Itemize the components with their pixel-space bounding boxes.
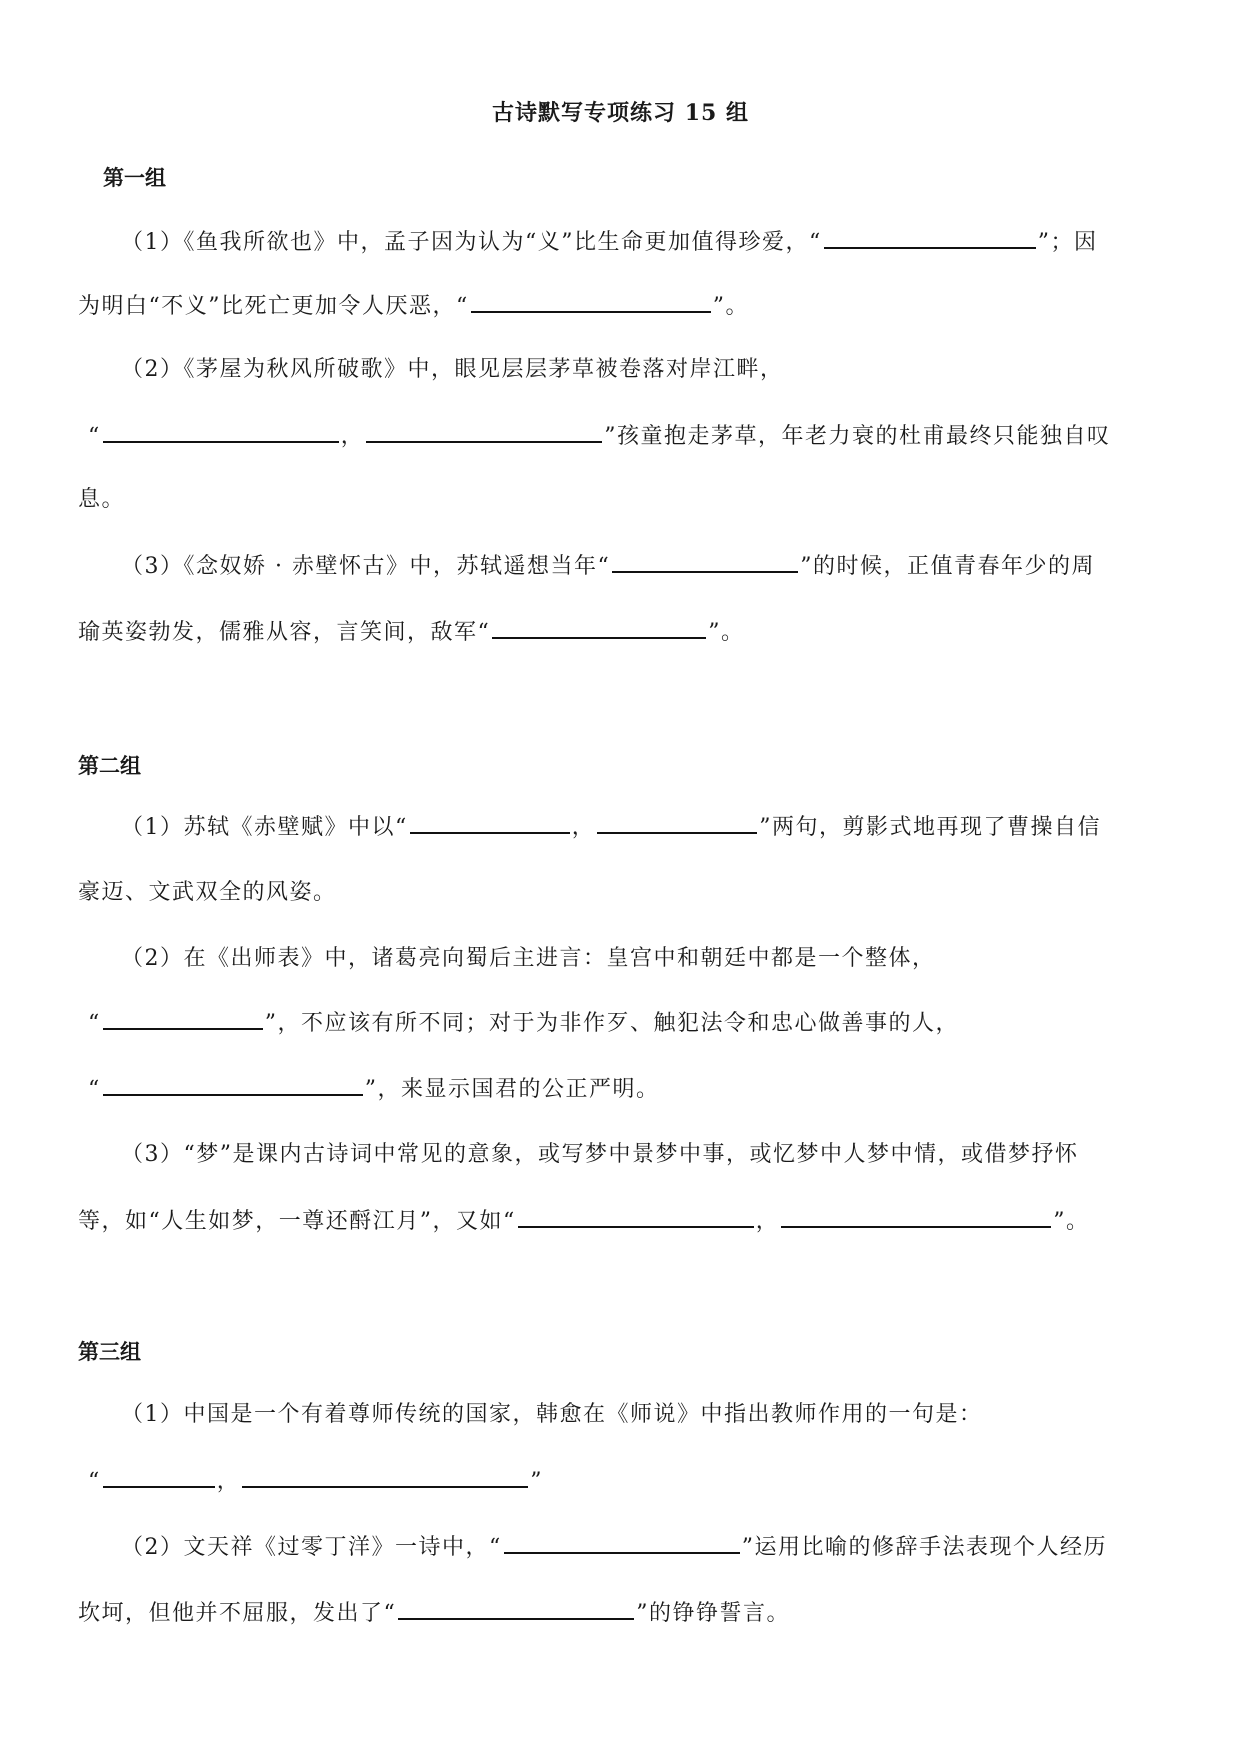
g2-q3-line1: （3）“梦”是课内古诗词中常见的意象，或写梦中景梦中事，或忆梦中人梦中情，或借梦抒怀	[121, 1142, 1079, 1167]
page-title: 古诗默写专项练习 15 组	[492, 100, 749, 126]
group3-heading: 第三组	[78, 1339, 141, 1364]
answer-blank[interactable]	[103, 1466, 215, 1488]
g1-q2-line3: 息。	[78, 487, 126, 512]
answer-blank[interactable]	[103, 1008, 263, 1030]
g1-q3-line1: （3）《念奴娇 · 赤壁怀古》中，苏轼遥想当年“ ”的时候，正值青春年少的周	[121, 551, 1241, 582]
answer-blank[interactable]	[366, 421, 602, 443]
g3-q2-line1: （2）文天祥《过零丁洋》一诗中，“ ”运用比喻的修辞手法表现个人经历	[121, 1532, 1241, 1563]
g3-q1-line2: “ ， ”	[88, 1466, 1241, 1497]
g2-q2-line1: （2）在《出师表》中，诸葛亮向蜀后主进言：皇宫中和朝廷中都是一个整体，	[121, 946, 936, 971]
answer-blank[interactable]	[781, 1206, 1051, 1228]
g1-q3-line2: 瑜英姿勃发，儒雅从容，言笑间，敌军“ ”。	[78, 617, 1241, 648]
answer-blank[interactable]	[471, 291, 711, 313]
g1-q1-line2: 为明白“不义”比死亡更加令人厌恶，“ ”。	[78, 291, 1241, 322]
g2-q3-line2: 等，如“人生如梦，一尊还酹江月”，又如“ ， ”。	[78, 1206, 1241, 1237]
g2-q2-line3: “ ”，来显示国君的公正严明。	[88, 1074, 1241, 1105]
answer-blank[interactable]	[103, 421, 339, 443]
g3-q1-line1: （1）中国是一个有着尊师传统的国家，韩愈在《师说》中指出教师作用的一句是：	[121, 1402, 983, 1427]
answer-blank[interactable]	[398, 1598, 634, 1620]
group1-heading: 第一组	[103, 165, 166, 190]
answer-blank[interactable]	[504, 1532, 740, 1554]
g1-q2-line2: “ ， ”孩童抱走茅草，年老力衰的杜甫最终只能独自叹	[88, 421, 1241, 452]
g1-q1-line1: （1）《鱼我所欲也》中，孟子因为认为“义”比生命更加值得珍爱，“ ”；因	[121, 227, 1241, 258]
answer-blank[interactable]	[824, 227, 1036, 249]
g2-q1-line2: 豪迈、文武双全的风姿。	[78, 880, 337, 905]
answer-blank[interactable]	[410, 812, 570, 834]
g2-q1-line1: （1）苏轼《赤壁赋》中以“ ， ”两句，剪影式地再现了曹操自信	[121, 812, 1241, 843]
g3-q2-line2: 坎坷，但他并不屈服，发出了“ ”的铮铮誓言。	[78, 1598, 1241, 1629]
g2-q2-line2: “ ”，不应该有所不同；对于为非作歹、触犯法令和忠心做善事的人，	[88, 1008, 1241, 1039]
group2-heading: 第二组	[78, 753, 141, 778]
answer-blank[interactable]	[242, 1466, 528, 1488]
answer-blank[interactable]	[518, 1206, 754, 1228]
answer-blank[interactable]	[597, 812, 757, 834]
answer-blank[interactable]	[103, 1074, 363, 1096]
answer-blank[interactable]	[492, 617, 706, 639]
g1-q2-line1: （2）《茅屋为秋风所破歌》中，眼见层层茅草被卷落对岸江畔，	[121, 357, 784, 382]
answer-blank[interactable]	[612, 551, 798, 573]
